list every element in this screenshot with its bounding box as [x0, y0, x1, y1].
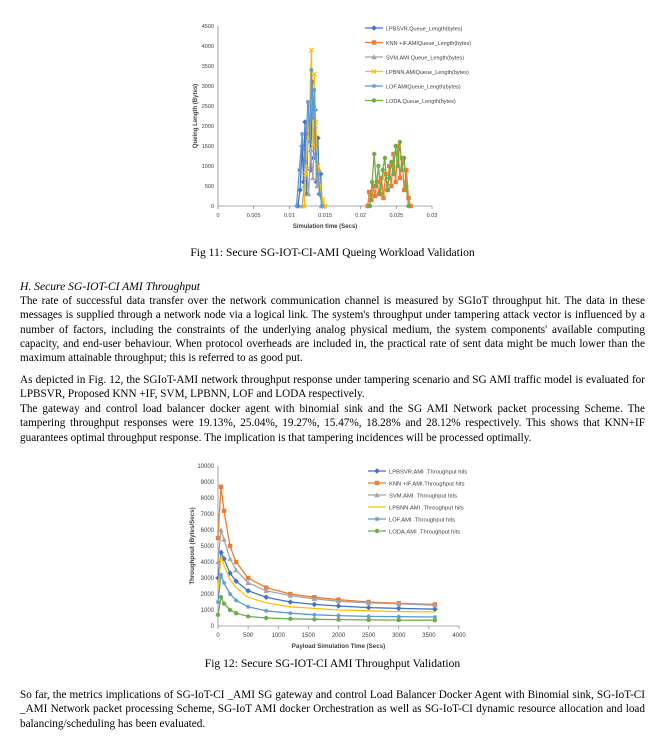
data-point: [312, 88, 316, 92]
data-point: [297, 168, 301, 172]
series-3: [215, 527, 437, 607]
legend-marker: [372, 98, 376, 102]
data-point: [264, 609, 268, 613]
data-point: [366, 605, 372, 611]
x-tick-label: 3500: [422, 633, 436, 639]
x-tick-label: 2000: [331, 633, 346, 639]
data-point: [391, 172, 395, 176]
legend-marker: [375, 481, 379, 485]
legend-label: SVM.AMI .Throughput hits: [389, 493, 457, 500]
data-point: [219, 573, 223, 577]
throughput-chart: [185, 458, 485, 654]
data-point: [234, 611, 238, 615]
data-point: [246, 614, 250, 618]
data-point: [233, 567, 238, 572]
data-point: [376, 164, 380, 168]
y-tick-label: 10000: [197, 464, 214, 470]
y-tick-label: 2500: [201, 104, 214, 110]
y-tick-label: 7000: [200, 512, 214, 518]
legend-marker: [375, 529, 379, 533]
data-point: [396, 164, 400, 168]
data-point: [404, 184, 408, 188]
data-point: [228, 608, 232, 612]
paragraph-throughput-definition: The rate of successful data transfer over the network communication channel is measured by SGIoT throughput hit. The data in these messages is supplied through a network node via a logical link. The system's throughput under tampering attack vector is influenced by a number of factors, including the constraints of the underlying analog physical medium, the system components' available computing capacity, and end-user behaviour. When protocol overheads are included in, the practical rate of sent data might be much lower than the maximum attainable throughput; this is referred to as good put.: [20, 295, 645, 365]
y-tick-label: 5000: [200, 544, 214, 550]
data-point: [383, 156, 387, 160]
data-point: [228, 544, 232, 548]
data-point: [216, 613, 220, 617]
series-line: [218, 530, 435, 605]
legend-marker: [371, 25, 377, 31]
data-point: [318, 192, 322, 196]
y-tick-label: 3000: [200, 576, 214, 582]
y-tick-label: 4000: [201, 44, 214, 50]
data-point: [370, 180, 374, 184]
data-point: [336, 603, 342, 609]
data-point: [397, 618, 401, 622]
data-point: [433, 618, 437, 622]
data-point: [366, 618, 370, 622]
legend-label: LOF.AMI .Throughput hits: [389, 517, 456, 524]
x-tick-label: 0.015: [318, 213, 332, 219]
data-point: [221, 537, 226, 542]
data-point: [400, 168, 404, 172]
data-point: [381, 196, 385, 200]
data-point: [389, 160, 393, 164]
data-point: [294, 204, 298, 208]
legend-label: LOF.AMIQueue_Length(bytes): [386, 84, 461, 91]
series-line: [218, 552, 435, 609]
legend-label: KNN +IF.AMIQueue_Length(bytes): [386, 41, 472, 47]
legend-label: LODA.AMI .Throughput hits: [389, 529, 461, 536]
series-1: [215, 550, 438, 612]
data-point: [393, 144, 397, 148]
y-tick-label: 6000: [200, 528, 214, 534]
data-point: [309, 68, 313, 72]
legend-label: LODA.Queue_Length(bytes): [386, 99, 456, 105]
data-point: [312, 602, 318, 608]
data-point: [312, 613, 316, 617]
paragraph-throughput-results: The gateway and control load balancer docker agent with binomial sink and the SG AMI Network packet processing Scheme. The tampering throughput responses were 19.13%, 25.04%, 19.27%, 15.47%, 18.28% and 28.12% respectively. This shows that KNN+IF guarantees optimal throughput response. The implication is that tampering incidences will be processed optimally.: [20, 403, 645, 444]
data-point: [288, 617, 292, 621]
legend-marker: [374, 468, 380, 474]
y-tick-label: 1500: [201, 144, 214, 150]
x-axis-label: Simulation time (Secs): [292, 224, 358, 230]
data-point: [310, 175, 315, 180]
y-tick-label: 0: [210, 204, 214, 210]
data-point: [402, 188, 406, 192]
data-point: [288, 611, 292, 615]
data-point: [234, 560, 238, 564]
data-point: [219, 485, 223, 489]
legend-label: LPBNN.AMI .Throughput hits: [389, 505, 464, 512]
data-point: [373, 194, 377, 198]
y-tick-label: 500: [204, 184, 214, 190]
y-tick-label: 0: [210, 624, 214, 630]
legend-marker: [372, 40, 376, 44]
legend-marker: [375, 517, 379, 521]
x-axis-label: Payload Simulation Time (Secs): [291, 643, 386, 650]
x-tick-label: 1500: [301, 633, 316, 639]
data-point: [246, 576, 250, 580]
legend-label: SVM.AMI Queue_Length(bytes): [386, 55, 464, 62]
data-point: [378, 192, 382, 196]
x-tick-label: 500: [243, 633, 254, 639]
x-tick-label: 0.025: [389, 213, 404, 219]
data-point: [222, 509, 226, 513]
y-tick-label: 8000: [200, 496, 214, 502]
data-point: [393, 180, 397, 184]
legend-label: LPBNN.AMIQueue_Length(bytes): [386, 70, 469, 76]
x-tick-label: 1000: [271, 633, 285, 639]
data-point: [385, 188, 389, 192]
y-tick-label: 1000: [201, 164, 214, 170]
data-point: [374, 184, 378, 188]
x-tick-label: 0.01: [283, 213, 295, 219]
data-point: [288, 599, 294, 605]
data-point: [402, 156, 406, 160]
data-point: [389, 184, 393, 188]
data-point: [263, 594, 269, 600]
data-point: [311, 116, 315, 120]
data-point: [308, 140, 312, 144]
data-point: [406, 204, 410, 208]
y-tick-label: 1000: [200, 608, 214, 614]
legend-label: KNN +IF.AMI.Throughput hits: [389, 481, 465, 488]
data-point: [264, 616, 268, 620]
data-point: [219, 595, 223, 599]
data-point: [314, 152, 318, 156]
series-2: [216, 485, 437, 607]
legend-label: LPBSVR.Queue_Length(bytes): [386, 26, 463, 33]
x-tick-label: 0.03: [426, 213, 438, 219]
paragraph-fig12-reference: As depicted in Fig. 12, the SGIoT-AMI network throughput response under tampering scenario and SG AMI traffic model is evaluated for LPBSVR, Proposed KNN +IF, SVM, LPBNN, LOF and LODA respectively.: [20, 374, 645, 401]
data-point: [387, 176, 391, 180]
y-tick-label: 9000: [200, 480, 214, 486]
y-tick-label: 2000: [200, 592, 214, 598]
series-line: [218, 575, 435, 617]
x-tick-label: 0.02: [355, 213, 367, 219]
data-point: [222, 581, 226, 585]
legend-marker: [372, 84, 376, 88]
data-point: [368, 204, 372, 208]
data-point: [396, 606, 402, 612]
x-tick-label: 0: [216, 633, 220, 639]
y-tick-label: 4500: [201, 24, 214, 30]
data-point: [227, 556, 232, 561]
data-point: [336, 613, 340, 617]
data-point: [312, 617, 316, 621]
legend-label: LPBSVR.AMI .Throughput hits: [389, 469, 468, 476]
data-point: [336, 617, 340, 621]
series-line: [218, 487, 435, 605]
y-tick-label: 3500: [201, 64, 214, 70]
y-axis-label: Queing Length (Bytes): [193, 83, 199, 149]
y-axis-label: Throughpout (Bytes/Secs): [189, 507, 196, 585]
queue-length-chart: [190, 20, 480, 240]
data-point: [222, 601, 226, 605]
x-tick-label: 4000: [452, 633, 466, 639]
figure-12-caption: Fig 12: Secure SG-IOT-CI AMI Throughput Validation: [204, 657, 461, 670]
data-point: [398, 140, 402, 144]
data-point: [398, 176, 402, 180]
figure-11-caption: Fig 11: Secure SG-IOT-CI-AMI Queing Workload Validation: [190, 246, 475, 259]
data-point: [381, 168, 385, 172]
data-point: [246, 605, 250, 609]
data-point: [300, 132, 304, 136]
x-tick-label: 3000: [392, 633, 406, 639]
closing-paragraph: So far, the metrics implications of SG-IoT-CI _AMI SG gateway and control Load Balancer Docker Agent with Binomial sink, SG-IoT-CI _AMI Network packet processing Scheme, SG-IoT AMI docker Orchestration as well as SG-IoT-CI dynamic resource allocation and load balancing/scheduling has been evaluated.: [20, 689, 645, 730]
x-tick-label: 0.005: [246, 213, 261, 219]
x-tick-label: 2500: [361, 633, 376, 639]
y-tick-label: 3000: [201, 84, 214, 90]
data-point: [372, 152, 376, 156]
x-tick-label: 0: [216, 213, 220, 219]
y-tick-label: 2000: [201, 124, 214, 130]
section-heading: H. Secure SG-IOT-CI AMI Throughput: [20, 280, 201, 293]
y-tick-label: 4000: [200, 560, 214, 566]
